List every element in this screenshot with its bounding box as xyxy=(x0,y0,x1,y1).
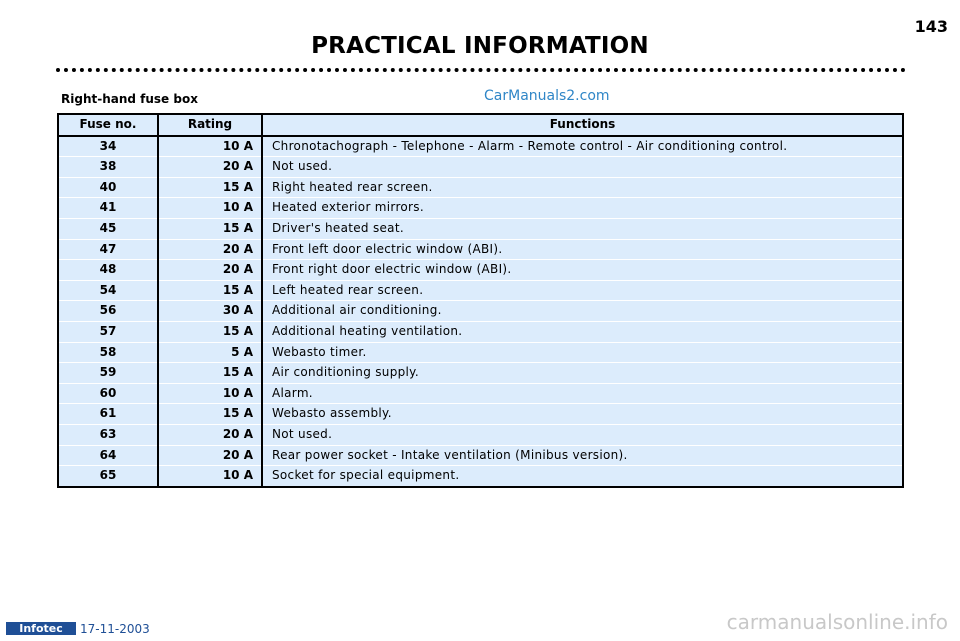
rating-cell: 15 A xyxy=(158,280,262,301)
rating-cell: 10 A xyxy=(158,136,262,157)
rating-cell: 10 A xyxy=(158,466,262,487)
table-row xyxy=(58,218,903,239)
fuse-number-cell: 63 xyxy=(58,424,158,445)
fuse-number-cell: 59 xyxy=(58,363,158,384)
fuse-number-cell: 64 xyxy=(58,445,158,466)
function-cell: Not used. xyxy=(262,157,903,178)
table-row xyxy=(58,404,903,425)
watermark-top: CarManuals2.com xyxy=(484,88,610,104)
table-row xyxy=(58,424,903,445)
function-cell: Front left door electric window (ABI). xyxy=(262,239,903,260)
table-row xyxy=(58,177,903,198)
page-number: 143 xyxy=(914,17,948,36)
table-header-row xyxy=(58,114,903,136)
table-row xyxy=(58,136,903,157)
header-functions: Functions xyxy=(262,114,903,136)
function-cell: Additional air conditioning. xyxy=(262,301,903,322)
table-row xyxy=(58,383,903,404)
fuse-number-cell: 58 xyxy=(58,342,158,363)
function-cell: Rear power socket - Intake ventilation (Minibus version). xyxy=(262,445,903,466)
rating-cell: 20 A xyxy=(158,260,262,281)
table-row xyxy=(58,321,903,342)
rating-cell: 20 A xyxy=(158,424,262,445)
rating-cell: 30 A xyxy=(158,301,262,322)
rating-cell: 20 A xyxy=(158,157,262,178)
table-row xyxy=(58,363,903,384)
footer-date: 17-11-2003 xyxy=(80,622,150,636)
dotted-divider xyxy=(56,68,906,72)
rating-cell: 15 A xyxy=(158,321,262,342)
function-cell: Left heated rear screen. xyxy=(262,280,903,301)
table-row xyxy=(58,260,903,281)
table-row xyxy=(58,445,903,466)
fuse-number-cell: 40 xyxy=(58,177,158,198)
rating-cell: 20 A xyxy=(158,239,262,260)
fuse-number-cell: 38 xyxy=(58,157,158,178)
fuse-number-cell: 41 xyxy=(58,198,158,219)
table-row xyxy=(58,466,903,487)
function-cell: Heated exterior mirrors. xyxy=(262,198,903,219)
header-fuse-no: Fuse no. xyxy=(58,114,158,136)
function-cell: Not used. xyxy=(262,424,903,445)
section-heading: Right-hand fuse box xyxy=(61,92,198,106)
rating-cell: 5 A xyxy=(158,342,262,363)
header-rating: Rating xyxy=(158,114,262,136)
table-row xyxy=(58,342,903,363)
table-row xyxy=(58,280,903,301)
fuse-number-cell: 45 xyxy=(58,218,158,239)
page-title: PRACTICAL INFORMATION xyxy=(311,33,649,59)
table-row xyxy=(58,157,903,178)
function-cell: Additional heating ventilation. xyxy=(262,321,903,342)
fuse-number-cell: 34 xyxy=(58,136,158,157)
function-cell: Front right door electric window (ABI). xyxy=(262,260,903,281)
rating-cell: 15 A xyxy=(158,363,262,384)
rating-cell: 15 A xyxy=(158,404,262,425)
function-cell: Driver's heated seat. xyxy=(262,218,903,239)
function-cell: Right heated rear screen. xyxy=(262,177,903,198)
function-cell: Socket for special equipment. xyxy=(262,466,903,487)
table-row xyxy=(58,239,903,260)
table-row xyxy=(58,198,903,219)
infotec-badge: Infotec xyxy=(6,622,76,635)
table-row xyxy=(58,301,903,322)
rating-cell: 10 A xyxy=(158,198,262,219)
fuse-number-cell: 48 xyxy=(58,260,158,281)
fuse-number-cell: 61 xyxy=(58,404,158,425)
function-cell: Air conditioning supply. xyxy=(262,363,903,384)
rating-cell: 15 A xyxy=(158,177,262,198)
function-cell: Webasto timer. xyxy=(262,342,903,363)
function-cell: Alarm. xyxy=(262,383,903,404)
fuse-number-cell: 47 xyxy=(58,239,158,260)
watermark-bottom: carmanualsonline.info xyxy=(726,610,948,634)
fuse-number-cell: 57 xyxy=(58,321,158,342)
fuse-number-cell: 54 xyxy=(58,280,158,301)
function-cell: Webasto assembly. xyxy=(262,404,903,425)
rating-cell: 20 A xyxy=(158,445,262,466)
fuse-number-cell: 56 xyxy=(58,301,158,322)
fuse-number-cell: 65 xyxy=(58,466,158,487)
function-cell: Chronotachograph - Telephone - Alarm - Remote control - Air conditioning control. xyxy=(262,136,903,157)
rating-cell: 10 A xyxy=(158,383,262,404)
rating-cell: 15 A xyxy=(158,218,262,239)
fuse-table xyxy=(57,113,904,488)
fuse-number-cell: 60 xyxy=(58,383,158,404)
